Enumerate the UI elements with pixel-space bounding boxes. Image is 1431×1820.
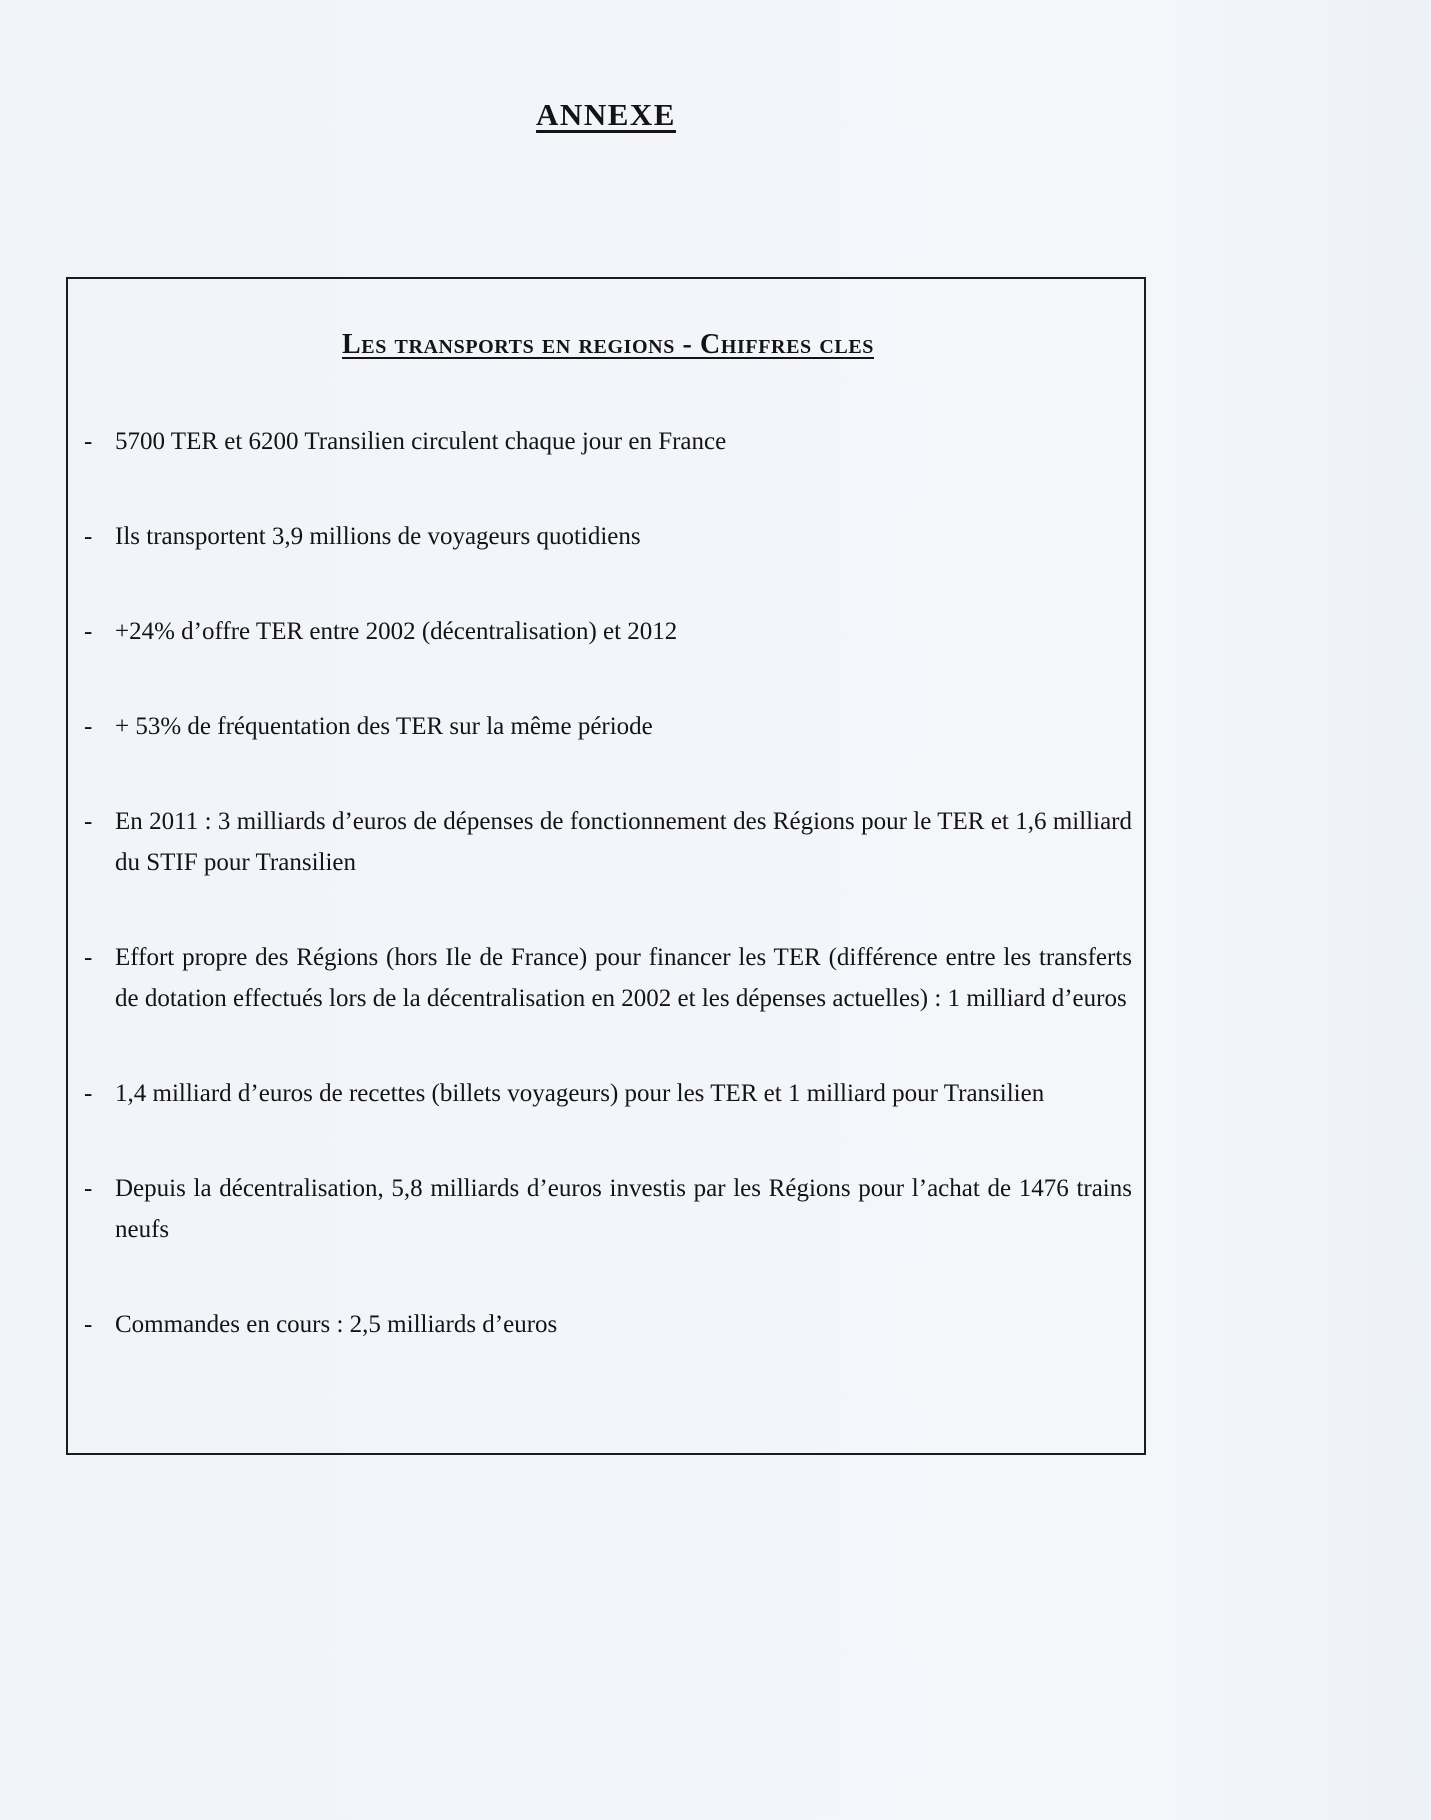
dash-marker: -	[84, 428, 93, 455]
page-title	[66, 97, 1146, 133]
item-text: Effort propre des Régions (hors Ile de France) pour financer les TER (différence entre les transferts de dotation effectués lors de la décentralisation en 2002 et les dépenses actuelles) : 1 milliard d’euros	[115, 944, 1132, 1012]
list-item	[82, 421, 1134, 462]
dash-marker: -	[84, 1080, 93, 1107]
dash-marker: -	[84, 1175, 93, 1202]
dash-marker: -	[84, 523, 93, 550]
list-item	[82, 611, 1134, 652]
item-text: En 2011 : 3 milliards d’euros de dépenses de fonctionnement des Régions pour le TER et 1,6 milliard du STIF pour Transilien	[115, 808, 1132, 876]
item-text: 5700 TER et 6200 Transilien circulent chaque jour en France	[115, 428, 727, 455]
dash-marker: -	[84, 618, 93, 645]
dash-marker: -	[84, 808, 93, 835]
item-text: +24% d’offre TER entre 2002 (décentralisation) et 2012	[115, 618, 678, 645]
list-item	[82, 1073, 1134, 1114]
page-title-text: ANNEXE	[536, 97, 676, 132]
box-title-text: Les transports en regions - Chiffres cles	[341, 329, 874, 360]
list-item	[82, 516, 1134, 557]
item-text: + 53% de fréquentation des TER sur la même période	[115, 713, 653, 740]
item-text: Depuis la décentralisation, 5,8 milliards d’euros investis par les Régions pour l’achat de 1476 trains neufs	[115, 1175, 1132, 1243]
item-text: 1,4 milliard d’euros de recettes (billets voyageurs) pour les TER et 1 milliard pour Transilien	[115, 1080, 1045, 1107]
box-title	[82, 329, 1134, 361]
item-text: Commandes en cours : 2,5 milliards d’euros	[115, 1311, 558, 1338]
list-item	[82, 1304, 1134, 1345]
list-item	[82, 706, 1134, 747]
list-item	[82, 1168, 1134, 1250]
list-item	[82, 937, 1134, 1019]
key-figures-box	[66, 277, 1146, 1455]
dash-marker: -	[84, 713, 93, 740]
dash-marker: -	[84, 1311, 93, 1338]
list-item	[82, 801, 1134, 883]
item-text: Ils transportent 3,9 millions de voyageurs quotidiens	[115, 523, 641, 550]
dash-marker: -	[84, 944, 93, 971]
